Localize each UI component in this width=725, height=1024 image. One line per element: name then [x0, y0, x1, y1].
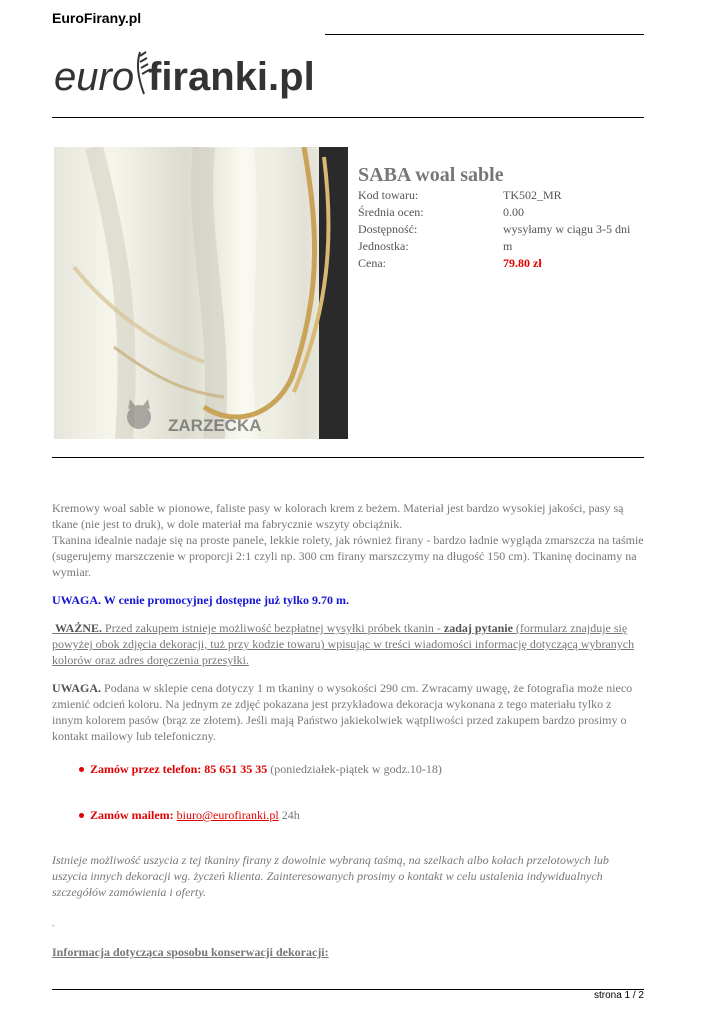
site-name: EuroFirany.pl [52, 10, 142, 26]
wazne-label: WAŻNE. [55, 621, 103, 635]
attr-label: Kod towaru: [358, 188, 419, 202]
footer-rule [52, 989, 644, 990]
price-notice [52, 680, 644, 744]
phone-order[interactable]: Zamów przez telefon: 85 651 35 35 [90, 762, 268, 776]
wazne-text: (formularz znajduje się powyżej obok zdjęcia dekoracji, tuż przy kodzie towaru) wpisując w treści wiadomości informację dotyczącą wybranych kolorów oraz adres doręczenia przesyłki. [52, 621, 635, 667]
attr-value: TK502_MR [503, 188, 562, 202]
product-image[interactable] [54, 147, 348, 439]
samples-notice [52, 620, 644, 668]
logo-text-left: euro [54, 55, 135, 99]
attr-row-price [358, 255, 648, 272]
phone-hours: (poniedziałek-piątek w godz.10-18) [267, 762, 442, 776]
description-paragraph: Tkanina idealnie nadaje się na proste panele, lekkie rolety, jak również firany - bardzo ładnie wygląda zmarszcza na taśmie (sugerujemy marszczenie w proporcji 2:1 czyli np. 300 cm firany marszczymy na długość 150 cm). Tkaninę docinamy na wymiar. [52, 533, 644, 579]
header-rule-right [325, 34, 644, 35]
promo-notice: UWAGA. W cenie promocyjnej dostępne już tylko 9.70 m. [52, 593, 349, 607]
page-number: strona 1 / 2 [593, 990, 644, 1001]
bullet-icon [79, 767, 84, 772]
mail-order-label: Zamów mailem: [90, 808, 177, 822]
custom-sewing-note: Istnieje możliwość uszycia z tej tkaniny firany z dowolnie wybraną taśmą, na szelkach albo kołach przelotowych lub uszycia innych dekoracji wg. życzeń klienta. Zainteresowanych prosimy o kontakt w celu ustalenia indywidualnych szczegółów zamówienia i oferty. [52, 853, 609, 899]
attr-row-availability [358, 221, 648, 238]
product-description [52, 500, 644, 744]
attr-value: m [503, 239, 513, 253]
product-attributes [358, 187, 648, 272]
image-watermark: ZARZECKA [168, 416, 262, 435]
logo-text-right: firanki.pl [148, 55, 315, 99]
uwaga-label: UWAGA. [52, 681, 102, 695]
bullet-icon [79, 813, 84, 818]
attr-label: Cena: [358, 256, 386, 270]
site-header [52, 8, 644, 34]
mail-suffix: 24h [278, 808, 300, 822]
mail-link[interactable]: biuro@eurofiranki.pl [176, 808, 279, 822]
attr-label: Jednostka: [358, 239, 409, 253]
list-item-phone [52, 762, 442, 777]
product-title: SABA woal sable [358, 164, 504, 186]
maintenance-heading: Informacja dotycząca sposobu konserwacji dekoracji: [52, 945, 329, 959]
attr-value: wysyłamy w ciągu 3-5 dni [503, 222, 631, 236]
list-item-mail [52, 808, 300, 823]
logo-bottom-rule [52, 117, 644, 118]
attr-row-unit [358, 238, 648, 255]
wazne-text: Przed zakupem istnieje możliwość bezpłatnej wysyłki próbek tkanin - [102, 621, 444, 635]
attr-row-code [358, 187, 648, 204]
separator-dash: - [52, 921, 55, 930]
attr-label: Dostępność: [358, 222, 418, 236]
attr-row-rating [358, 204, 648, 221]
ask-question-link[interactable]: zadaj pytanie [443, 621, 513, 635]
product-price: 79.80 zł [503, 256, 542, 270]
site-logo[interactable] [52, 42, 352, 106]
attr-value: 0.00 [503, 205, 524, 219]
product-bottom-rule [52, 457, 644, 458]
uwaga-text: Podana w sklepie cena dotyczy 1 m tkaniny o wysokości 290 cm. Zwracamy uwagę, że fotografia może nieco zmienić odcień koloru. Na jednym ze zdjęć pokazana jest przykładowa dekoracja wykonana z tego materiału tylko z innym kolorem pasów (brąz ze złotem). Jeśli mają Państwo jakiekolwiek wątpliwości przed zakupem bardzo prosimy o kontakt mailowy lub telefoniczny. [52, 681, 633, 743]
attr-label: Średnia ocen: [358, 205, 424, 219]
description-paragraph: Kremowy woal sable w pionowe, faliste pasy w kolorach krem z beżem. Materiał jest bardzo wysokiej jakości, pasy są tkane (nie jest to druk), w dole materiał ma fabrycznie wszyty obciążnik. [52, 501, 624, 531]
